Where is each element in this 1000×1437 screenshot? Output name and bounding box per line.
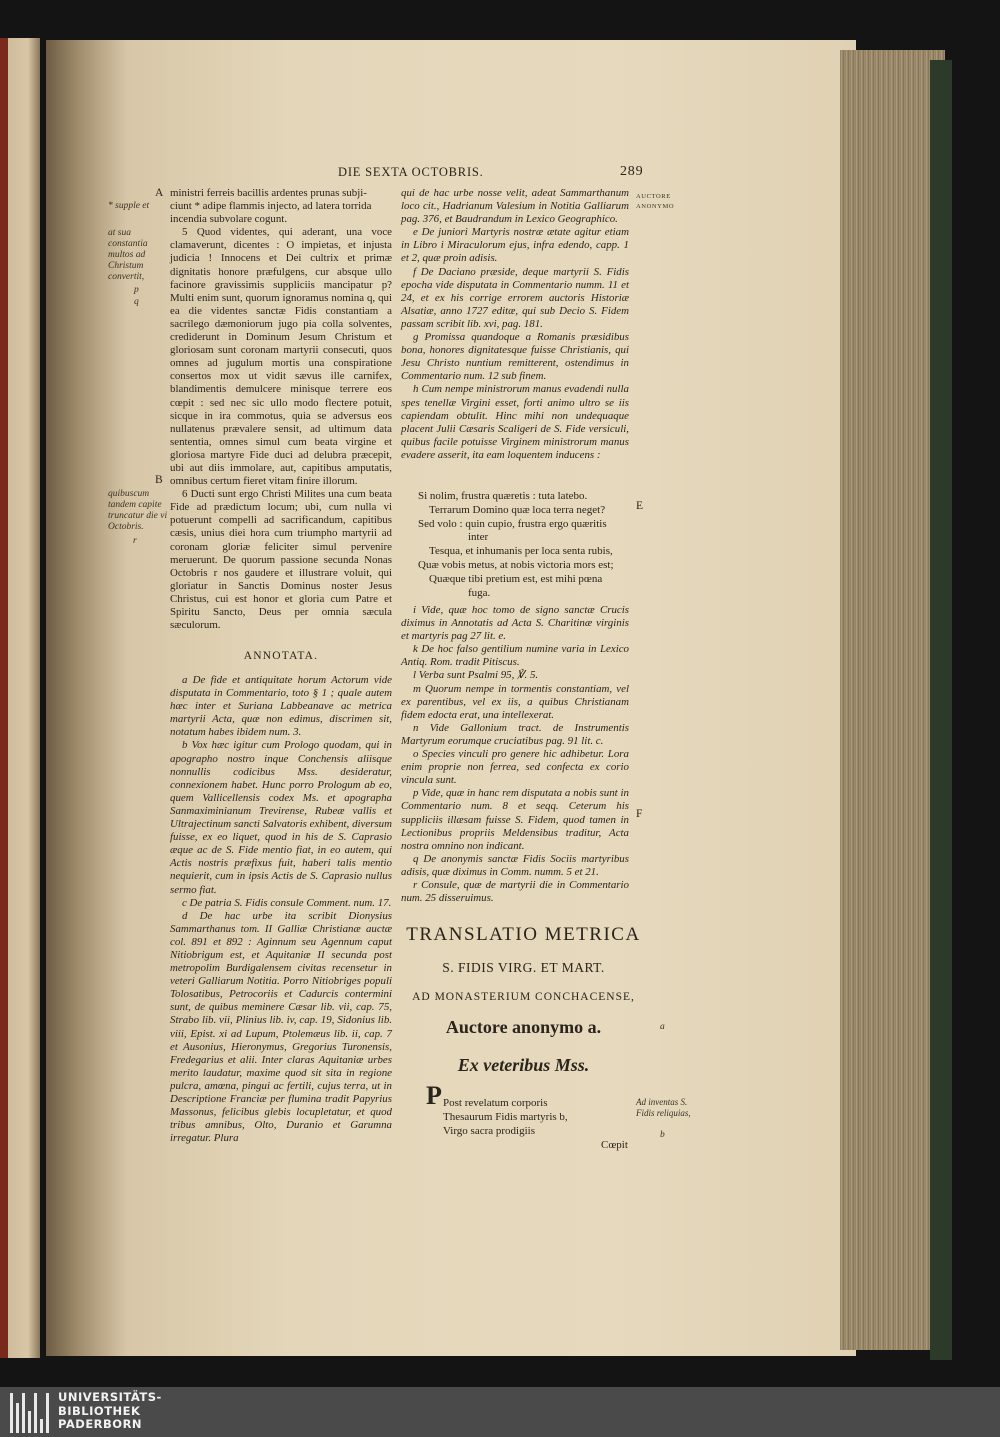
continued-lines — [170, 187, 392, 226]
margin-note-supple: * supple et — [108, 201, 150, 211]
note-e: e De juniori Martyris nostræ ætate agitur etiam in Libro i Miraculorum ejus, infra edendo, capp. 1 et 2, quæ proin adisis. — [401, 226, 629, 265]
poem-line-1: Post revelatum corporis — [443, 1097, 548, 1109]
translatio-author: Auctore anonymo a. — [445, 1017, 602, 1037]
left-annotations — [170, 674, 392, 1145]
verse-line: Si nolim, frustra quæretis : tuta latebo. — [418, 490, 588, 502]
note-d-continued: qui de hac urbe nosse velit, adeat Sammarthanum loco cit., Hadrianum Valesium in Notitia Galliarum pag. 376, et Baudrandum in Lexico Geographico. — [401, 187, 629, 226]
note-b: b Vox hæc igitur cum Prologo quodam, qui in apographo nostro inque Conchensis aliisque nonnullis codicibus Mss. desideratur, connexionem habet. Hunc porro Prologum ab eo, quem Vallicellensis codex Ms. et apographa Sanmaximinianum Trevirense, Rubeæ vallis et Ultrajectinum sancti Salvatoris exhibent, diversum fuisse, ex eo liquet, quod in his de S. Caprasio æque ac de S. Fide mentio fiat, in eo autem, qui Actis nostris præfixus fuit, haberi talis mentio nequierit, cum in ipsis Actis de S. Caprasio nullus sermo fiat. — [170, 739, 392, 896]
running-title: DIE SEXTA OCTOBRIS. — [338, 165, 484, 179]
verse-line: fuga. — [468, 587, 491, 599]
translatio-source: Ex veteribus Mss. — [457, 1055, 590, 1075]
margin-letter-b: B — [155, 474, 163, 486]
translatio-title: TRANSLATIO METRICA — [406, 924, 641, 945]
note-o: o Species vinculi pro genere hic adhibetur. Lora enim proprie non ferrea, sed confecta ex corio vincula sunt. — [401, 748, 629, 787]
right-annotations-bottom — [401, 604, 629, 905]
verse-line: inter — [468, 531, 489, 543]
note-i: i Vide, quæ hoc tomo de signo sanctæ Crucis diximus in Annotatis ad Acta S. Charitinæ virginis et martyris pag 27 lit. e. — [401, 604, 629, 643]
library-logo-text — [58, 1391, 162, 1432]
catchword: Cœpit — [601, 1139, 628, 1151]
logo-line: PADERBORN — [58, 1417, 143, 1431]
verse-line: Quæ vobis metus, at nobis victoria mors est; — [418, 559, 614, 571]
verse-line: Quæque tibi pretium est, est mihi pœna — [429, 573, 603, 585]
margin-note-ad-inventas: Ad inventas S. Fidis reliquias, — [636, 1097, 691, 1118]
left-page-red-edge — [0, 38, 8, 1358]
margin-letter-e: E — [636, 500, 644, 512]
text-line: incendia subvolare cogunt. — [170, 213, 288, 226]
margin-letter-a: A — [155, 187, 164, 199]
paragraph-6: 6 Ducti sunt ergo Christi Milites una cum beata Fide ad prædictum locum; ubi, cum nulla vi potuerunt compelli ad sacrificandum, capitibus cæsis, unius diei hora cum triumpho martyrii ad coronam gloriæ feliciter simul pervenire meruerunt. De quorum passione secunda Nonas Octobris r nos gaudere et illustrare voluit, qui gloriatur in Sanctis Dominus noster Jesus Christus, cui est honor et gloria cum Patre et Spiritu Sancto, Deus per omnia sæcula sæculorum. — [170, 488, 392, 632]
margin-ref-q: q — [134, 297, 139, 307]
book-cover-board — [930, 60, 952, 1360]
page-number: 289 — [620, 164, 644, 179]
note-l: l Verba sunt Psalmi 95, ℣. 5. — [413, 669, 539, 682]
note-k: k De hoc falso gentilium numine varia in Lexico Antiq. Rom. tradit Pitiscus. — [401, 643, 629, 669]
margin-note-constantia: at sua constantia multos ad Christum convertit, — [108, 228, 148, 282]
logo-line: BIBLIOTHEK — [58, 1403, 141, 1418]
poem-line-3: Virgo sacra prodigiis — [443, 1125, 536, 1137]
note-g: g Promissa quandoque a Romanis præsidibus bona, honores dignitatesque fuisse Christianis, qui Jesu Christo nuntium remitterent, ostendimus in Commentario num. 12 sub finem. — [401, 331, 629, 383]
verse-line: Tesqua, et inhumanis per loca senta rubis, — [429, 545, 613, 557]
margin-note-quibuscum: quibuscum tandem capite truncatur die vi Octobris. — [108, 489, 168, 532]
note-f: f De Daciano præside, deque martyrii S. Fidis epocha vide disputata in Commentario numm. 11 et 24, et ex his corrige errorem auctoris Historiæ Alsatiæ, anno 1727 editæ, qui sub Decio S. Fidem passam scribit lib. xvi, pag. 181. — [401, 265, 629, 330]
poem-line-2: Thesaurum Fidis martyris b, — [443, 1111, 568, 1123]
note-p: p Vide, quæ in hanc rem disputata a nobis sunt in Commentario num. 8 et seqq. Ceterum his suppliciis illæsam fuisse S. Fidem, quod tamen in Lectionibus propriis Meldensibus traditur, Acta nostra omnino non indicant. — [401, 787, 629, 852]
dropcap-initial — [426, 1081, 442, 1110]
note-n: n Vide Gallonium tract. de Instrumentis Martyrum eorumque cruciatibus pag. 91 lit. c. — [401, 721, 629, 747]
margin-ref-p: p — [134, 285, 139, 295]
annotata-heading: ANNOTATA. — [243, 650, 319, 662]
right-annotations-top — [401, 187, 629, 462]
translatio-subtitle: S. FIDIS VIRG. ET MART. — [442, 960, 605, 975]
margin-ref-a: a — [660, 1022, 665, 1032]
note-h: h Cum nempe ministrorum manus evadendi nulla spes tenellæ Virgini esset, forti animo ultro se iis capiendam obtulit. Hinc mihi non undequaque placent Julii Cæsaris Scaligeri de S. Fide versiculi, quibus facile potuisse Virginem ministrorum manus evadere asserit, ita eam loquentem inducens : — [401, 383, 629, 461]
note-c: c De patria S. Fidis consule Comment. num. 17. — [182, 896, 392, 909]
text-line: ciunt * adipe flammis injecto, ad latera torrida — [170, 200, 372, 213]
note-d: d De hac urbe ita scribit Dionysius Sammarthanus tom. II Galliæ Christianæ auctæ col. 891 et 892 : Aginnum seu Agennum caput Nitiobrigum est, et Aquitaniæ II secunda post metropolim Burdigalensem civitas recensetur in veteri Galliarum Notitia. Porro Nitiobriges populi Tolosatibus, Petrocoriis et Cadurcis contermini sunt, de quibus meminere Cæsar lib. vii, cap. 75, Strabo lib. vii, Plinius lib. iv, cap. 19, Sidonius lib. viii, Epist. xi ad Lupum, Ptolemæus lib. ii, cap. 7 et Ausonius, Hieronymus, Gregorius Turonensis, Fredegarius et alii. Inter claras Aquitaniæ urbes merito laudatur, maxime quod sit sita in regione pulcra, amœna, pingui ac fertili, cujus terra, ut in Descriptione Franciæ per flumina tradit Papyrius Massonus, felicibus glebis locupletatur, et quod tribus amnibus, Olto, Duranio et Garumna irregatur. Plura — [170, 909, 392, 1145]
left-column — [170, 187, 392, 632]
logo-line: UNIVERSITÄTS- — [58, 1390, 162, 1404]
library-logo-icon — [10, 1393, 50, 1433]
note-r: r Consule, quæ de martyrii die in Commentario num. 25 disseruimus. — [401, 878, 629, 905]
running-header — [338, 164, 644, 180]
margin-ref-r: r — [133, 536, 137, 546]
left-page-edge — [0, 38, 40, 1358]
paragraph-5: 5 Quod videntes, qui aderant, una voce clamaverunt, dicentes : O impietas, et injusta judicia ! Innocens et Dei cultrix et primæ dignitatis honore præfulgens, cur absque ullo facinore gravissimis suppliciis mancipatur p? Multi enim sunt, quorum ignoramus nomina q, qui ea die videntes sanctæ Fidis constantiam a sacrilego dæmoniorum jugo pia colla solventes, crediderunt in Dominum Jesum Christum et gloriosam sunt coronam martyrii consecuti, quos omnes ad jugulum mortis una conspiratione consertos mox ut vidit sævus ille carnifex, blandimentis demulcere minisque terrere eos cœpit : sed nec sic ullo modo flectere potuit, sicque in ira commotus, quia se adversus eos nullatenus prævalere sensit, ad ultimum data sententia, omnes simul cum beata virgine et gloriosa martyre Fide duci ad delubra præcepit, ubi aut diis immolare, aut, capitibus amputatis, omnibus certum fieret vitam finire illorum. — [170, 226, 392, 488]
verse-line: Sed volo : quin cupio, frustra ergo quæritis — [418, 518, 607, 530]
translatio-destination: AD MONASTERIUM CONCHACENSE, — [412, 991, 635, 1003]
margin-ref-b: b — [660, 1130, 665, 1140]
note-a: a De fide et antiquitate horum Actorum vide disputata in Commentario, toto § 1 ; quale autem hæc inter et Suriana Labbeanave ac metrica martyrii Acta, quæ non edimus, discrimen sit, notatum habes ibidem num. 3. — [170, 674, 392, 739]
margin-letter-f: F — [636, 808, 643, 820]
note-m: m Quorum nempe in tormentis constantiam, vel ex parentibus, vel ex iis, a quibus Christianam fidem edocta erat, una intellexerat. — [401, 682, 629, 721]
library-footer — [0, 1387, 1000, 1437]
verse-line: Terrarum Domino quæ loca terra neget? — [429, 504, 606, 516]
dropcap-letter: P — [426, 1081, 442, 1110]
text-line: ministri ferreis bacillis ardentes prunas subji- — [170, 187, 367, 199]
margin-auctore-anonymo: AUCTORE ANONYMO — [636, 193, 675, 210]
note-q: q De anonymis sanctæ Fidis Sociis martyribus adisis, quæ diximus in Comm. numm. 5 et 21. — [401, 852, 629, 878]
